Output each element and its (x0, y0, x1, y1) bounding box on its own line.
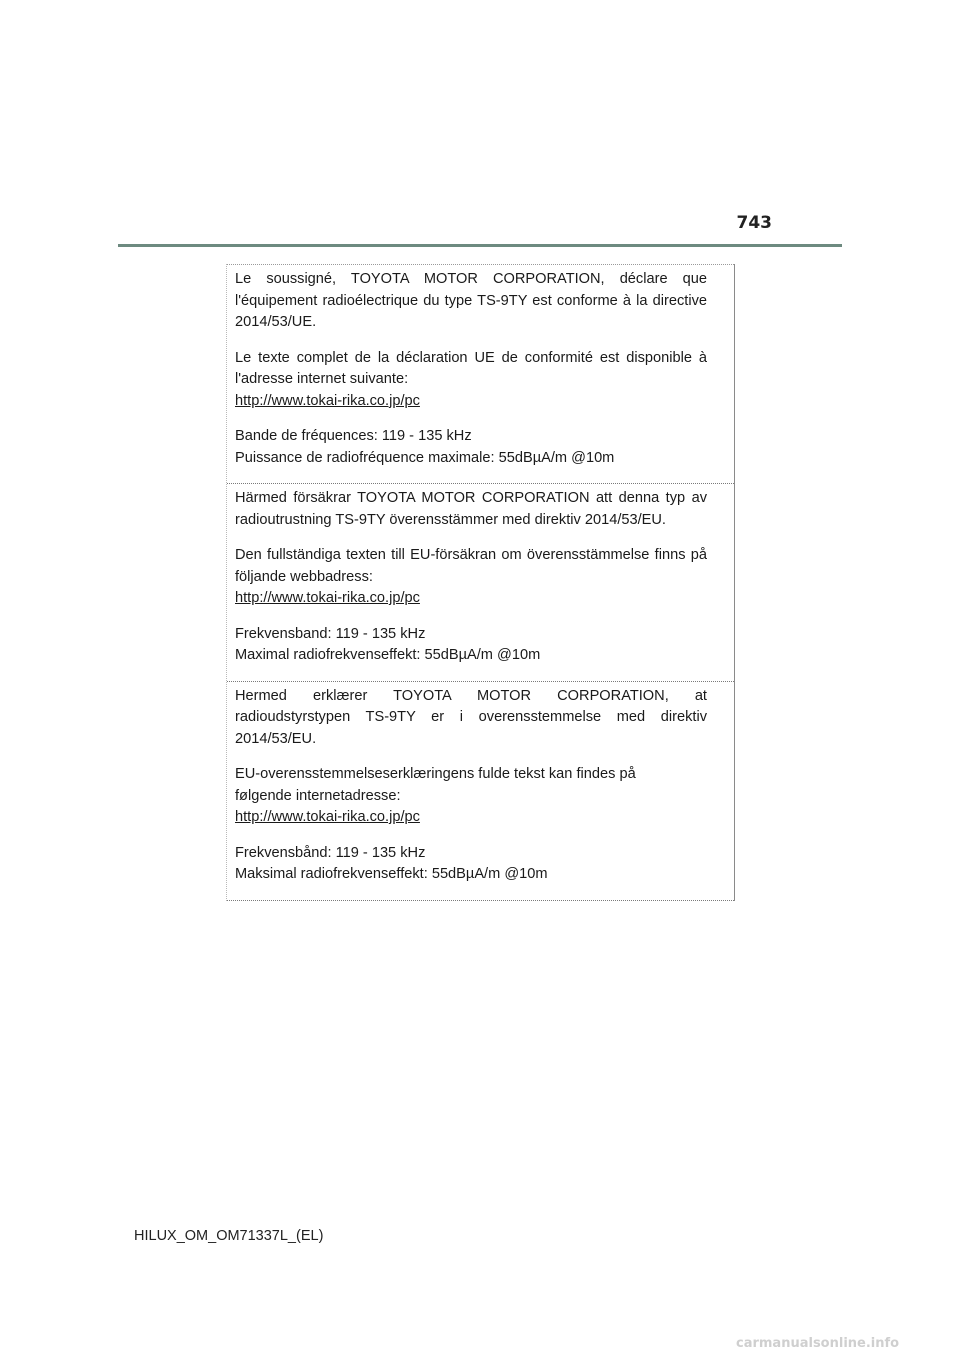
declaration-danish (227, 682, 734, 901)
frequency-band: Frekvensbånd: 119 - 135 kHz (235, 844, 426, 861)
availability-text (235, 764, 707, 829)
declaration-link[interactable]: http://www.tokai-rika.co.jp/pc (235, 809, 420, 825)
frequency-info (235, 426, 707, 469)
max-power: Puissance de radiofréquence maximale: 55dBµA/m @10m (235, 449, 615, 466)
declaration-text: Hermed erklærer TOYOTA MOTOR CORPORATION, at radioudstyrstypen TS-9TY er i overensstemmelse med direktiv 2014/53/EU. (235, 687, 707, 747)
declaration-swedish (227, 484, 734, 682)
declaration-text: Le soussigné, TOYOTA MOTOR CORPORATION, déclare que l'équipement radioélectrique du type TS-9TY est conforme à la directive 2014/53/UE. (235, 271, 707, 330)
availability-text (235, 348, 707, 413)
watermark: carmanualsonline.info (736, 1336, 900, 1351)
declaration-box (226, 264, 735, 901)
declaration-link[interactable]: http://www.tokai-rika.co.jp/pc (235, 392, 420, 409)
document-code: HILUX_OM_OM71337L_(EL) (134, 1228, 324, 1244)
frequency-info (235, 843, 707, 886)
max-power: Maksimal radiofrekvenseffekt: 55dBµA/m @10m (235, 866, 548, 882)
availability-text (235, 545, 707, 610)
availability-sentence: Le texte complet de la déclaration UE de conformité est disponible à l'adresse internet suivante: (235, 349, 707, 387)
availability-sentence: Den fullständiga texten till EU-försäkran om överensstämmelse finns på följande webbadress: (235, 547, 707, 585)
frequency-band: Bande de fréquences: 119 - 135 kHz (235, 428, 472, 444)
max-power: Maximal radiofrekvenseffekt: 55dBµA/m @10m (235, 647, 541, 663)
availability-sentence-line1: EU-overensstemmelseserklæringens fulde tekst kan findes på (235, 766, 636, 782)
declaration-link[interactable]: http://www.tokai-rika.co.jp/pc (235, 590, 420, 606)
page-number: 743 (736, 213, 772, 233)
declaration-text: Härmed försäkrar TOYOTA MOTOR CORPORATION att denna typ av radioutrustning TS-9TY överensstämmer med direktiv 2014/53/EU. (235, 490, 707, 528)
frequency-band: Frekvensband: 119 - 135 kHz (235, 625, 426, 642)
frequency-info (235, 624, 707, 667)
declaration-french (227, 264, 734, 484)
header-rule (118, 244, 842, 247)
availability-sentence-line2: følgende internetadresse: (235, 787, 401, 804)
